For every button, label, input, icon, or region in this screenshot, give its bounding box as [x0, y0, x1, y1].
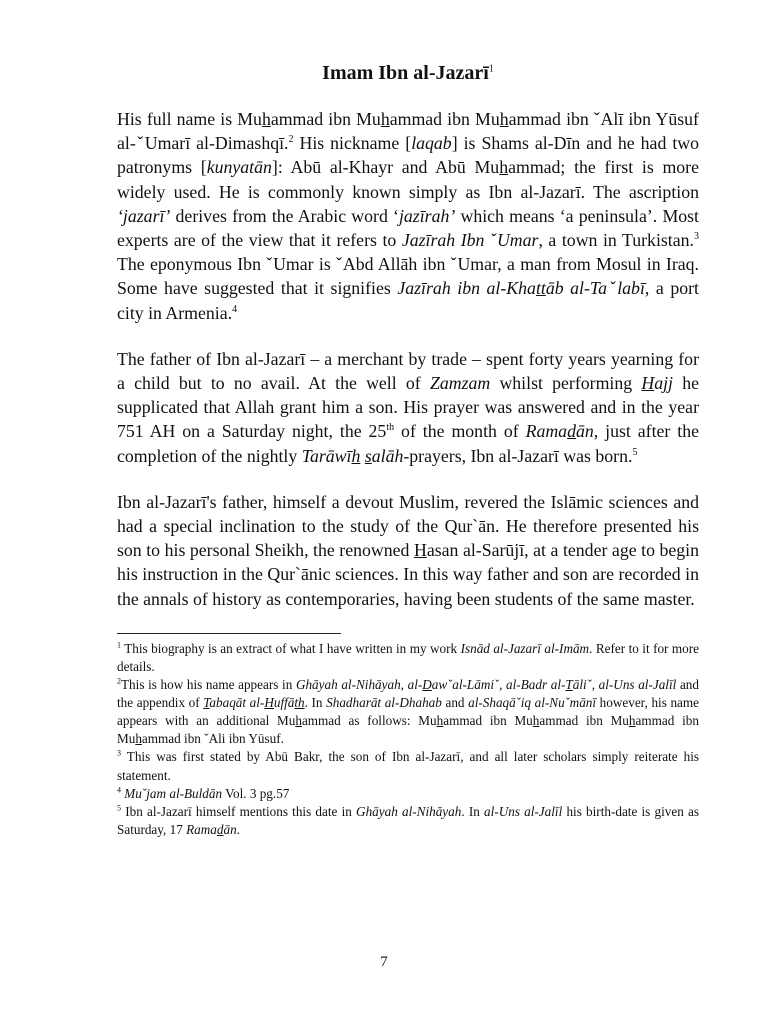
footnote-4: $^4$ Muˇjam al-Buldān Vol. 3 pg.57 — [117, 785, 290, 801]
paragraph-father: Ibn al-Jazarī's father, himself a devout Muslim, revered the Islāmic sciences and had a special inclination to the study of the Qur`ān. He therefore presented his son to his personal Sheikh, the renowned Hasan al-Sarūjī, at a tender age to begin his instruction in the Qur`ānic sciences. In this way father and son are recorded in the annals of history as contemporaries, having been students of the same master. — [117, 491, 700, 609]
footnote-ref-3: 3 — [693, 231, 699, 243]
footnote-ref-4: 4 — [232, 303, 238, 315]
footnote-2: $^2$This is how his name appears in Ghāyah al-Nihāyah, al-Dawˇal-Lāmiˇ, al-Badr al-Tāliˇ, al-Uns al-Jalīl and the appendix of Tabaqāt al-Huffāth. In Shadharāt al-Dhahab and al-Shaqāˇiq al-Nuˇmānī however, his name appears with an additional Muhammad as follows: Muhammad ibn Muhammad ibn Muhammad ibn Muhammad ibn ˇAli ibn Yūsuf. — [117, 676, 700, 747]
footnote-ref-5: 5 — [632, 446, 638, 458]
page-number: 7 — [380, 954, 388, 970]
page-content — [117, 62, 699, 839]
footnote-3: $^3$ This was first stated by Abū Bakr, the son of Ibn al-Jazarī, and all later scholars simply reiterate his statement. — [117, 749, 699, 783]
page-title: Imam Ibn al-Jazarī$^1$ — [322, 62, 494, 84]
paragraph-full-name: His full name is Muhammad ibn Muhammad ibn Muhammad ibn ˇAlī ibn Yūsuf al-ˇUmarī al-Dimashqī.$^2$ His nickname [laqab] is Shams al-Dīn and he had two patronyms [kunyatān]: Abū al-Khayr and Abū Muhammad; the first is more widely used. He is commonly known simply as Ibn al-Jazarī. The ascription ‘jazarī’ derives from the Arabic word ‘jazīrah’ which means ‘a peninsula’. Most experts are of the view that it refers to Jazīrah Ibn ˇUmar, a town in Turkistan.$^3$ The eponymous Ibn ˇUmar is ˇAbd Allāh ibn ˇUmar, a man from Mosul in Iraq. Some have suggested that it signifies Jazīrah ibn al-Khattāb al-Taˇlabī, a port city in Armenia.$^4$ — [117, 109, 699, 323]
footnote-ref-2: 2 — [288, 134, 294, 146]
footnote-1: $^1$ This biography is an extract of what I have written in my work Isnād al-Jazarī al-Imām. Refer to it for more details. — [117, 640, 699, 674]
footnote-divider — [117, 633, 341, 634]
paragraph-birth: The father of Ibn al-Jazarī – a merchant by trade – spent forty years yearning for a child but to no avail. At the well of Zamzam whilst performing Hajj he supplicated that Allah grant him a son. His prayer was answered and in the year 751 AH on a Saturday night, the 25th of the month of Ramadān, just after the completion of the nightly Tarāwīh salāh-prayers, Ibn al-Jazarī was born.$^5$ — [117, 348, 699, 466]
footnote-5: $^5$ Ibn al-Jazarī himself mentions this date in Ghāyah al-Nihāyah. In al-Uns al-Jalīl his birth-date is given as Saturday, 17 Ramadān. — [117, 803, 699, 837]
footnote-ref-1: 1 — [488, 63, 494, 75]
